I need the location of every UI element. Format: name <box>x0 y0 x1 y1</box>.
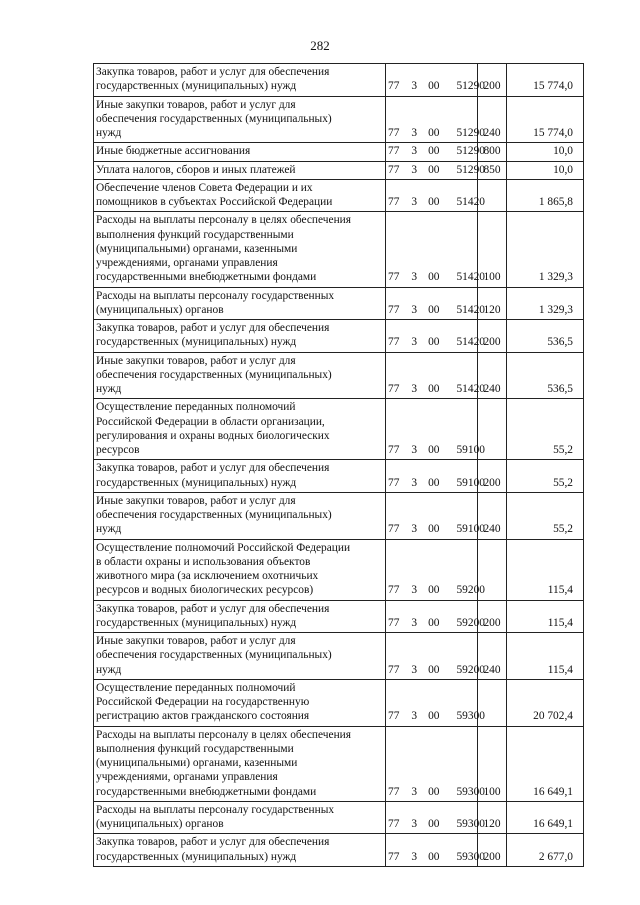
program-code-part: 3 <box>411 383 418 395</box>
amount-cell: 1 865,8 <box>507 179 584 212</box>
table-body <box>94 64 584 867</box>
program-code-cell <box>386 320 485 353</box>
expense-type-cell: 200 <box>478 460 507 493</box>
table-row <box>94 460 584 493</box>
program-code-cell <box>386 460 485 493</box>
program-code-part: 3 <box>411 145 418 158</box>
program-code-part: 59300 <box>456 850 485 863</box>
program-code-cell <box>386 600 485 633</box>
amount-cell: 2 677,0 <box>507 834 584 867</box>
program-code-part: 00 <box>428 196 440 208</box>
program-code-part: 00 <box>428 818 440 830</box>
expense-type-cell: 240 <box>478 633 507 680</box>
expense-name-cell <box>94 633 386 680</box>
program-code-cell <box>386 633 485 680</box>
expense-name-line: государственными внебюджетными фондами <box>96 271 317 284</box>
program-code-cell <box>386 64 485 97</box>
expense-name-line: ресурсов <box>96 444 140 456</box>
expense-name-line: Закупка товаров, работ и услуг для обеспечения <box>96 602 330 615</box>
expense-type-cell: 200 <box>478 64 507 97</box>
program-code-part: 77 <box>388 336 400 349</box>
program-code-part: 00 <box>428 584 440 597</box>
expense-name-line: Осуществление полномочий Российской Федерации <box>96 541 351 554</box>
expense-type-cell: 200 <box>478 834 507 867</box>
program-code-part: 3 <box>411 127 418 139</box>
program-code-part: 51420 <box>456 271 485 284</box>
program-code-part: 00 <box>428 336 440 349</box>
expense-name-line: Российской Федерации в области организации, <box>96 415 325 428</box>
program-code-part: 00 <box>428 663 440 676</box>
expense-name-cell <box>94 179 386 212</box>
expense-name-line: государственных (муниципальных) нужд <box>96 80 297 93</box>
program-code-part: 59300 <box>456 710 485 723</box>
expense-name-line: Закупка товаров, работ и услуг для обеспечения <box>96 462 330 475</box>
program-code-cell <box>386 834 485 867</box>
expense-name-line: обеспечения государственных (муниципальных) <box>96 112 332 125</box>
program-code-cell <box>386 143 485 161</box>
amount-cell: 10,0 <box>507 143 584 161</box>
program-code-part: 3 <box>411 303 418 316</box>
program-code-part: 77 <box>388 663 400 676</box>
amount-cell: 16 649,1 <box>507 801 584 834</box>
program-code-part: 3 <box>411 785 418 798</box>
program-code-part: 00 <box>428 383 440 395</box>
program-code-part: 77 <box>388 80 400 93</box>
expense-name-line: в области охраны и использования объектов <box>96 555 311 568</box>
expense-name-cell <box>94 539 386 600</box>
program-code-part: 59200 <box>456 663 485 676</box>
program-code-part: 00 <box>428 303 440 316</box>
expense-name-line: (муниципальными) органами, казенными <box>96 757 298 769</box>
expense-name-line: регулирования и охраны водных биологических <box>96 429 330 442</box>
expense-name-line: нужд <box>96 663 122 676</box>
amount-cell: 1 329,3 <box>507 287 584 320</box>
amount-cell: 55,2 <box>507 492 584 539</box>
expense-type-cell: 240 <box>478 492 507 539</box>
amount-cell: 115,4 <box>507 633 584 680</box>
program-code-part: 3 <box>411 476 418 489</box>
program-code-part: 77 <box>388 476 400 489</box>
table-row <box>94 179 584 212</box>
program-code-cell <box>386 352 485 399</box>
program-code-part: 51420 <box>456 336 485 349</box>
program-code-part: 59200 <box>456 616 485 629</box>
table-row <box>94 64 584 97</box>
program-code-part: 00 <box>428 271 440 284</box>
program-code-cell <box>386 539 485 600</box>
expense-name-cell <box>94 143 386 161</box>
expense-name-line: Иные закупки товаров, работ и услуг для <box>96 354 296 367</box>
program-code-part: 59300 <box>456 785 485 798</box>
program-code-cell <box>386 492 485 539</box>
expense-name-line: Осуществление переданных полномочий <box>96 401 296 414</box>
program-code-cell <box>386 726 485 801</box>
program-code-part: 3 <box>411 271 418 284</box>
amount-cell: 1 329,3 <box>507 212 584 287</box>
table-row <box>94 633 584 680</box>
amount-cell: 55,2 <box>507 399 584 460</box>
program-code-cell <box>386 96 485 143</box>
program-code-part: 77 <box>388 818 400 830</box>
expense-name-line: нужд <box>96 383 122 395</box>
table-row <box>94 539 584 600</box>
amount-cell: 16 649,1 <box>507 726 584 801</box>
expense-name-line: (муниципальными) органами, казенными <box>96 242 298 255</box>
amount-cell: 15 774,0 <box>507 64 584 97</box>
expense-name-line: государственных (муниципальных) нужд <box>96 476 297 489</box>
amount-cell: 15 774,0 <box>507 96 584 143</box>
program-code-part: 3 <box>411 336 418 349</box>
expense-name-line: Расходы на выплаты персоналу в целях обеспечения <box>96 728 352 741</box>
expense-name-cell <box>94 352 386 399</box>
table-row <box>94 834 584 867</box>
expense-name-cell <box>94 600 386 633</box>
program-code-part: 3 <box>411 444 418 456</box>
program-code-cell <box>386 801 485 834</box>
expense-name-cell <box>94 320 386 353</box>
program-code-part: 51290 <box>456 145 485 158</box>
program-code-part: 77 <box>388 196 400 208</box>
table-row <box>94 320 584 353</box>
table-row <box>94 726 584 801</box>
program-code-part: 77 <box>388 163 400 176</box>
program-code-part: 3 <box>411 584 418 597</box>
budget-table <box>93 63 584 867</box>
expense-type-cell: 850 <box>478 161 507 179</box>
program-code-part: 3 <box>411 710 418 723</box>
expense-type-cell: 120 <box>478 287 507 320</box>
expense-name-line: обеспечения государственных (муниципальных) <box>96 368 332 381</box>
expense-name-line: Расходы на выплаты персоналу государственных <box>96 803 335 816</box>
program-code-part: 77 <box>388 383 400 395</box>
program-code-part: 3 <box>411 196 418 208</box>
expense-name-line: обеспечения государственных (муниципальных) <box>96 509 332 521</box>
expense-type-cell: 120 <box>478 801 507 834</box>
program-code-part: 59300 <box>456 818 485 830</box>
program-code-part: 77 <box>388 271 400 284</box>
program-code-part: 77 <box>388 584 400 597</box>
program-code-cell <box>386 161 485 179</box>
program-code-part: 00 <box>428 145 440 158</box>
table-row <box>94 161 584 179</box>
expense-name-cell <box>94 460 386 493</box>
program-code-part: 00 <box>428 476 440 489</box>
program-code-part: 77 <box>388 616 400 629</box>
program-code-part: 3 <box>411 80 418 93</box>
expense-name-line: Иные закупки товаров, работ и услуг для <box>96 98 296 111</box>
program-code-part: 77 <box>388 523 400 536</box>
program-code-part: 00 <box>428 163 440 176</box>
expense-name-line: выполнения функций государственными <box>96 228 294 241</box>
program-code-part: 51290 <box>456 163 485 176</box>
expense-name-line: (муниципальных) органов <box>96 818 224 830</box>
program-code-part: 59100 <box>456 523 485 536</box>
expense-name-line: выполнения функций государственными <box>96 742 294 755</box>
program-code-part: 00 <box>428 850 440 863</box>
table-row <box>94 96 584 143</box>
expense-name-line: Закупка товаров, работ и услуг для обеспечения <box>96 66 330 78</box>
expense-type-cell: 100 <box>478 726 507 801</box>
expense-name-line: Закупка товаров, работ и услуг для обеспечения <box>96 322 330 334</box>
program-code-part: 3 <box>411 163 418 176</box>
program-code-part: 3 <box>411 616 418 629</box>
expense-name-cell <box>94 679 386 726</box>
expense-name-line: государственных (муниципальных) нужд <box>96 850 297 863</box>
amount-cell: 115,4 <box>507 539 584 600</box>
expense-name-cell <box>94 287 386 320</box>
program-code-part: 51290 <box>456 80 485 93</box>
expense-name-line: обеспечения государственных (муниципальных) <box>96 649 332 662</box>
program-code-part: 3 <box>411 818 418 830</box>
program-code-cell <box>386 679 485 726</box>
program-code-part: 59200 <box>456 584 485 597</box>
expense-name-cell <box>94 64 386 97</box>
amount-cell: 55,2 <box>507 460 584 493</box>
amount-cell: 536,5 <box>507 320 584 353</box>
expense-name-cell <box>94 726 386 801</box>
program-code-cell <box>386 399 485 460</box>
program-code-part: 77 <box>388 785 400 798</box>
program-code-part: 59100 <box>456 444 485 456</box>
expense-name-line: ресурсов и водных биологических ресурсов) <box>96 584 314 597</box>
program-code-part: 00 <box>428 710 440 723</box>
table-row <box>94 679 584 726</box>
expense-name-cell <box>94 834 386 867</box>
expense-name-line: нужд <box>96 127 122 139</box>
program-code-part: 00 <box>428 80 440 93</box>
program-code-part: 51420 <box>456 383 485 395</box>
expense-name-line: помощников в субъектах Российской Федерации <box>96 196 333 208</box>
expense-name-line: Уплата налогов, сборов и иных платежей <box>96 163 296 176</box>
program-code-cell <box>386 287 485 320</box>
amount-cell: 115,4 <box>507 600 584 633</box>
expense-name-cell <box>94 96 386 143</box>
program-code-part: 51420 <box>456 196 485 208</box>
table-row <box>94 212 584 287</box>
program-code-part: 77 <box>388 145 400 158</box>
page-number: 282 <box>310 38 330 53</box>
expense-name-line: нужд <box>96 523 122 536</box>
expense-name-cell <box>94 212 386 287</box>
expense-name-line: животного мира (за исключением охотничьих <box>96 570 319 582</box>
program-code-part: 77 <box>388 710 400 723</box>
program-code-part: 77 <box>388 127 400 139</box>
program-code-part: 00 <box>428 127 440 139</box>
expense-name-line: Закупка товаров, работ и услуг для обеспечения <box>96 836 330 849</box>
program-code-part: 77 <box>388 444 400 456</box>
expense-type-cell: 240 <box>478 96 507 143</box>
table-row <box>94 287 584 320</box>
program-code-part: 00 <box>428 616 440 629</box>
expense-type-cell: 240 <box>478 352 507 399</box>
expense-name-line: Расходы на выплаты персоналу государственных <box>96 289 335 302</box>
program-code-part: 51290 <box>456 127 485 139</box>
expense-name-line: государственных (муниципальных) нужд <box>96 336 297 349</box>
amount-cell: 20 702,4 <box>507 679 584 726</box>
program-code-part: 3 <box>411 523 418 536</box>
program-code-part: 77 <box>388 850 400 863</box>
program-code-part: 77 <box>388 303 400 316</box>
expense-type-cell: 800 <box>478 143 507 161</box>
expense-type-cell: 200 <box>478 600 507 633</box>
expense-name-cell <box>94 399 386 460</box>
program-code-cell <box>386 179 485 212</box>
expense-name-line: учреждениями, органами управления <box>96 257 278 269</box>
program-code-part: 51420 <box>456 303 485 316</box>
table-row <box>94 801 584 834</box>
amount-cell: 10,0 <box>507 161 584 179</box>
program-code-cell <box>386 212 485 287</box>
program-code-part: 00 <box>428 444 440 456</box>
expense-name-cell <box>94 492 386 539</box>
expense-name-line: Осуществление переданных полномочий <box>96 681 296 694</box>
expense-name-line: государственных (муниципальных) нужд <box>96 616 297 629</box>
expense-name-line: Российской Федерации на государственную <box>96 696 310 708</box>
expense-type-cell: 200 <box>478 320 507 353</box>
expense-name-line: государственными внебюджетными фондами <box>96 785 317 798</box>
table-row <box>94 600 584 633</box>
expense-name-line: Иные закупки товаров, работ и услуг для <box>96 494 296 507</box>
table-row <box>94 492 584 539</box>
program-code-part: 00 <box>428 785 440 798</box>
table-row <box>94 352 584 399</box>
table-row <box>94 143 584 161</box>
expense-name-line: учреждениями, органами управления <box>96 771 278 784</box>
expense-name-line: Иные закупки товаров, работ и услуг для <box>96 635 296 647</box>
expense-name-line: Иные бюджетные ассигнования <box>96 145 251 158</box>
expense-name-line: (муниципальных) органов <box>96 303 224 316</box>
program-code-part: 00 <box>428 523 440 536</box>
expense-name-cell <box>94 801 386 834</box>
expense-name-line: Обеспечение членов Совета Федерации и их <box>96 181 313 194</box>
expense-name-line: Расходы на выплаты персоналу в целях обеспечения <box>96 214 352 227</box>
expense-name-cell <box>94 161 386 179</box>
expense-type-cell: 100 <box>478 212 507 287</box>
expense-name-line: регистрацию актов гражданского состояния <box>96 710 310 723</box>
program-code-part: 3 <box>411 850 418 863</box>
table-row <box>94 399 584 460</box>
program-code-part: 3 <box>411 663 418 676</box>
amount-cell: 536,5 <box>507 352 584 399</box>
program-code-part: 59100 <box>456 476 485 489</box>
